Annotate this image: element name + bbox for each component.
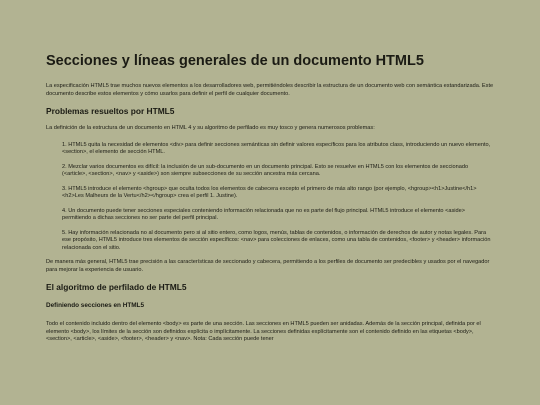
list-item: 3. HTML5 introduce el elemento <hgroup> que oculta todos los elementos de cabecera excepto el primero de más alto rango (por ejemplo, <hgroup><h1>Justine</h1><h2>Les Malheurs de la Vertu</h2></hgroup> crea el perfil 1. Justine). <box>62 185 477 199</box>
problems-lead-paragraph: La definición de la estructura de un documento en HTML 4 y su algoritmo de perfilado es muy tosco y genera numerosos problemas: <box>46 125 375 131</box>
list-item: 5. Hay información relacionada no al documento pero si al sitio entero, como logos, menús, tablas de contenidos, o información de derechos de autor y notas legales. Para ese propósito, HTML5 introduce tres elementos de sección específicos: <nav> para colecciones de enlaces, como una tabla de contenidos, <footer> y <header> información relacionada con el sitio. <box>62 229 491 251</box>
section-heading-problems: Problemas resueltos por HTML5 <box>46 106 175 116</box>
defining-sections-paragraph: Todo el contenido incluido dentro del elemento <body> es parte de una sección. Las secciones en HTML5 pueden ser anidadas. Además de la sección principal, definida por el elemento <body>, los límites de la sección son definidos explícita o implícitamente. La secciones definidas explícitamente son el contenido definido en las etiquetas <body>, <section>, <article>, <aside>, <footer>, <header> y <nav>. Nota: Cada sección puede tener <box>46 321 481 342</box>
page-title: Secciones y líneas generales de un documento HTML5 <box>46 53 424 69</box>
list-item: 1. HTML5 quita la necesidad de elementos <div> para definir secciones semánticas sin definir valores específicos para los atributos class, introduciendo un nuevo elemento, <section>, el elemento de sección HTML. <box>62 141 491 155</box>
intro-paragraph: La especificación HTML5 trae muchos nuevos elementos a los desarrolladores web, permitiéndoles describir la estructura de un documento web con semántica estandarizada. Este documento describe estos elementos y cómo usarlos para definir el perfil de cualquier documento. <box>46 83 494 97</box>
list-item: 4. Un documento puede tener secciones especiales conteniendo información relacionada que no es parte del flujo principal. HTML5 introduce el elemento <aside> permitiendo a dichas secciones no ser parte del perfil principal. <box>62 207 466 221</box>
section-heading-algorithm: El algoritmo de perfilado de HTML5 <box>46 282 187 292</box>
problems-list <box>46 142 494 253</box>
subheading-defining-sections: Definiendo secciones en HTML5 <box>46 302 145 309</box>
article-content <box>46 52 494 351</box>
list-item: 2. Mezclar varios documentos es difícil: la inclusión de un sub-documento en un documento principal. Esto se resuelve en HTML5 con los elementos de seccionado (<article>, <section>, <nav> y <aside>) son siempre subsecciones de su sección ancestra más cercana. <box>62 163 469 177</box>
problems-closing-paragraph: De manera más general, HTML5 trae precisión a las características de seccionado y cabecera, permitiendo a los perfiles de documento ser predecibles y usados por el navegador para mejorar la experiencia de usuario. <box>46 259 490 273</box>
